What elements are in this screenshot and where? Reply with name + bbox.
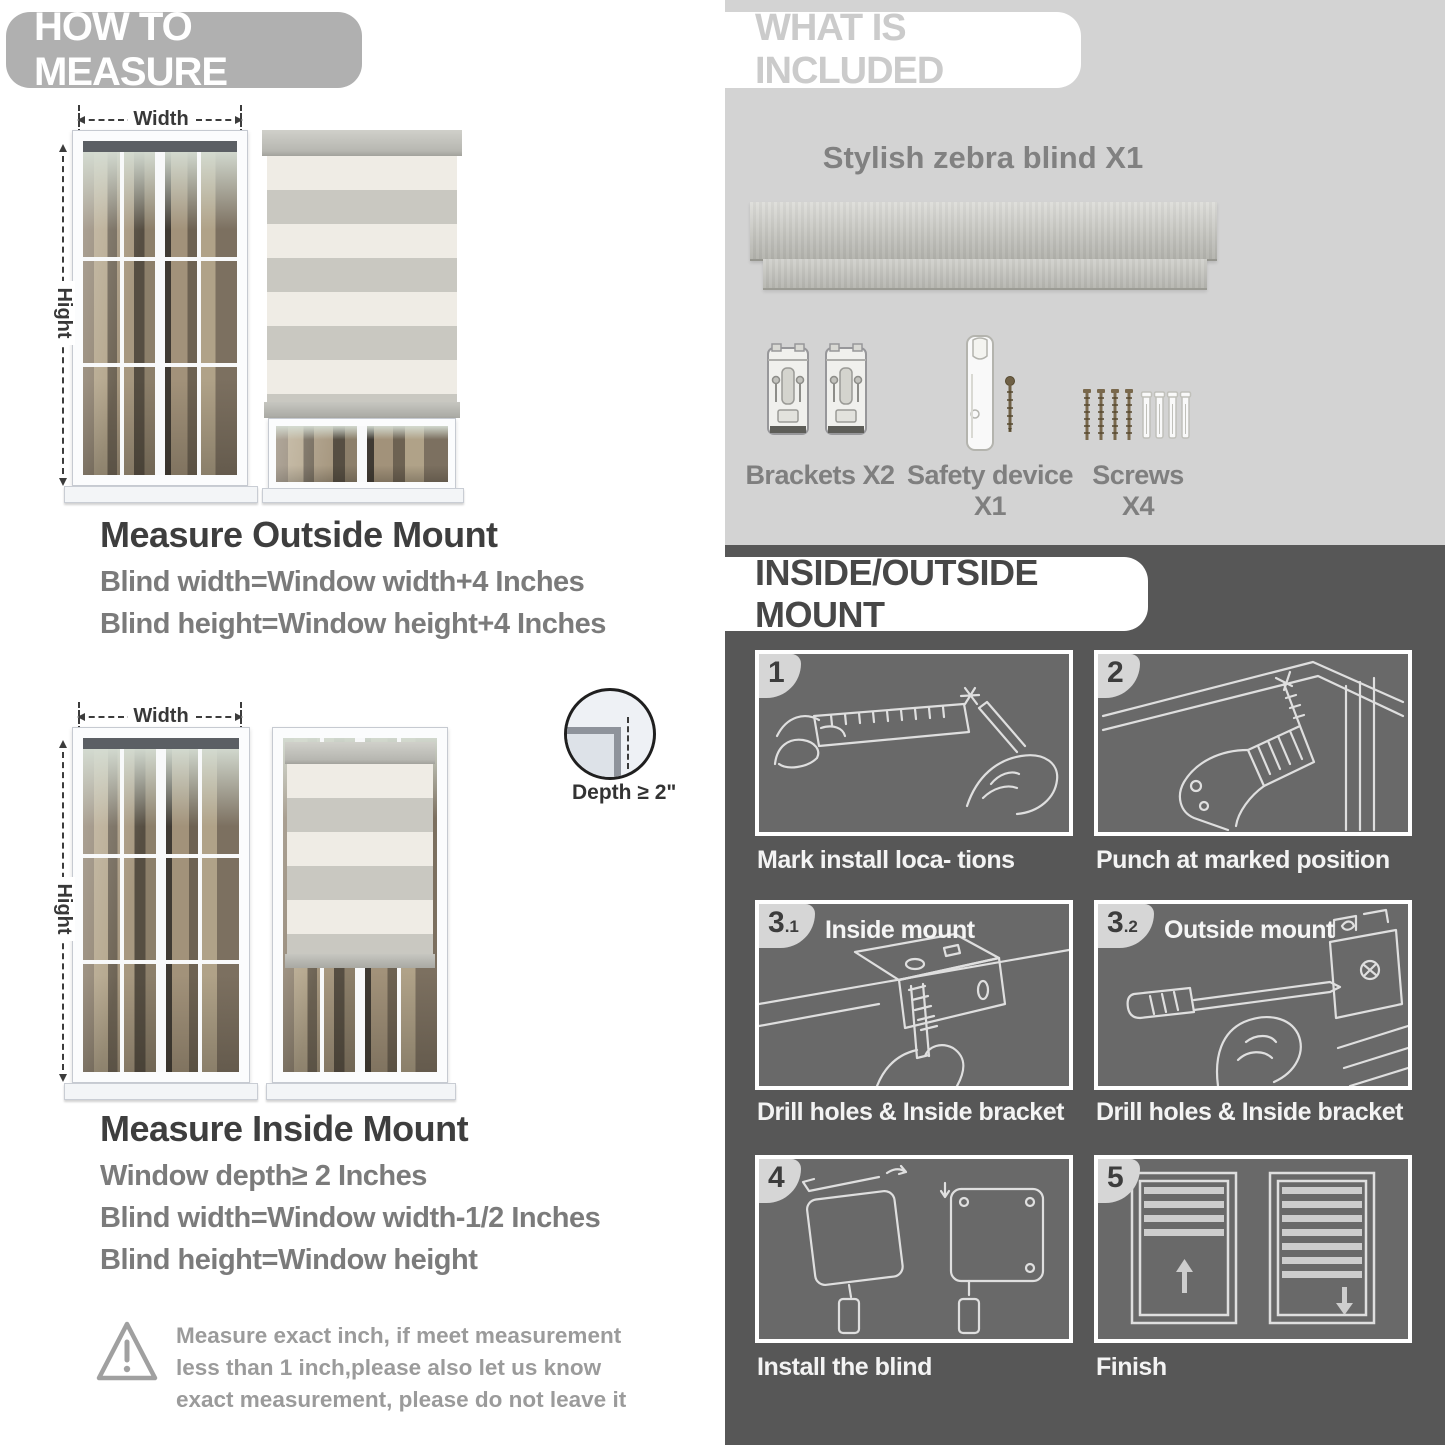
window-glass [83, 152, 237, 475]
height-label: Hight [53, 281, 75, 345]
what-is-included-header [725, 7, 1081, 92]
step-badge-2: 2 [1098, 654, 1140, 698]
anchors-icon [1140, 390, 1192, 444]
safety-screw-icon [1003, 376, 1017, 438]
mark-location-illustration [759, 654, 1069, 832]
step-caption-4: Install the blind [757, 1353, 932, 1381]
mount-section-title: INSIDE/OUTSIDE MOUNT [755, 552, 1039, 635]
step-panel-1 [755, 650, 1073, 836]
step-panel-4 [755, 1155, 1073, 1343]
screws-label: Screws X4 [1092, 460, 1184, 521]
step-panel-5 [1094, 1155, 1412, 1343]
outside-mount-label: Outside mount [1164, 916, 1334, 944]
height-label-2: Hight [53, 877, 75, 941]
drill-illustration [1098, 654, 1408, 832]
width-label-2: Width [128, 705, 194, 728]
zebra-blind-outside [262, 128, 462, 500]
step-panel-3-1 [755, 900, 1073, 1090]
how-to-measure-title: HOW TO MEASURE [34, 5, 228, 94]
install-blind-illustration [759, 1159, 1069, 1339]
window-under-blind [268, 418, 456, 490]
window-outside-mount [72, 130, 248, 486]
screws-icon [1080, 386, 1136, 446]
inside-mount-line2: Blind width=Window width-1/2 Inches [100, 1202, 601, 1234]
step-caption-5: Finish [1096, 1353, 1167, 1381]
depth-label: Depth ≥ 2" [572, 781, 677, 804]
bracket-icon [822, 342, 870, 440]
step-caption-3-1: Drill holes & Inside bracket [757, 1098, 1064, 1126]
mount-section-header [725, 552, 1148, 635]
window-inside-mount-ref [72, 727, 250, 1083]
step-badge-5: 5 [1098, 1159, 1140, 1203]
warning-icon [95, 1316, 159, 1388]
step-caption-2: Punch at marked position [1096, 846, 1390, 874]
inside-mount-title: Measure Inside Mount [100, 1108, 469, 1149]
step-panel-3-2 [1094, 900, 1412, 1090]
outside-mount-title: Measure Outside Mount [100, 514, 498, 555]
finish-illustration [1098, 1159, 1408, 1339]
brackets-label: Brackets X2 [745, 460, 895, 490]
step-caption-3-2: Drill holes & Inside bracket [1096, 1098, 1403, 1126]
safety-device-icon [960, 334, 1000, 458]
window-sill [64, 486, 258, 503]
step-badge-3-2: 3.2 [1098, 904, 1154, 948]
blind-bottom-rail [264, 402, 460, 418]
step-badge-4: 4 [759, 1159, 801, 1203]
what-is-included-title: WHAT IS INCLUDED [755, 7, 944, 92]
outside-mount-line2: Blind height=Window height+4 Inches [100, 608, 606, 640]
window-with-inside-blind [272, 727, 448, 1083]
outside-mount-line1: Blind width=Window width+4 Inches [100, 566, 585, 598]
warning-text: Measure exact inch, if meet measurement less than 1 inch,please also let us know exact measurement, please do not leave it [176, 1323, 627, 1412]
how-to-measure-header [6, 5, 362, 94]
product-rail-image [763, 259, 1207, 290]
inside-mount-label: Inside mount [825, 916, 975, 944]
window-track [83, 141, 237, 152]
width-label: Width [128, 108, 194, 131]
bracket-icon [764, 342, 812, 440]
safety-device-label: Safety device X1 [906, 460, 1074, 521]
product-cassette-image [750, 202, 1217, 261]
product-label: Stylish zebra blind X1 [822, 140, 1144, 175]
step-panel-2 [1094, 650, 1412, 836]
step-badge-3-1: 3.1 [759, 904, 815, 948]
inside-blind [285, 742, 435, 968]
inside-mount-line3: Blind height=Window height [100, 1244, 478, 1276]
step-badge-1: 1 [759, 654, 801, 698]
step-caption-1: Mark install loca- tions [757, 846, 1015, 874]
inside-mount-line1: Window depth≥ 2 Inches [100, 1160, 427, 1192]
depth-magnifier [564, 688, 656, 780]
blind-cassette [262, 130, 462, 156]
blind-fabric [267, 156, 457, 402]
